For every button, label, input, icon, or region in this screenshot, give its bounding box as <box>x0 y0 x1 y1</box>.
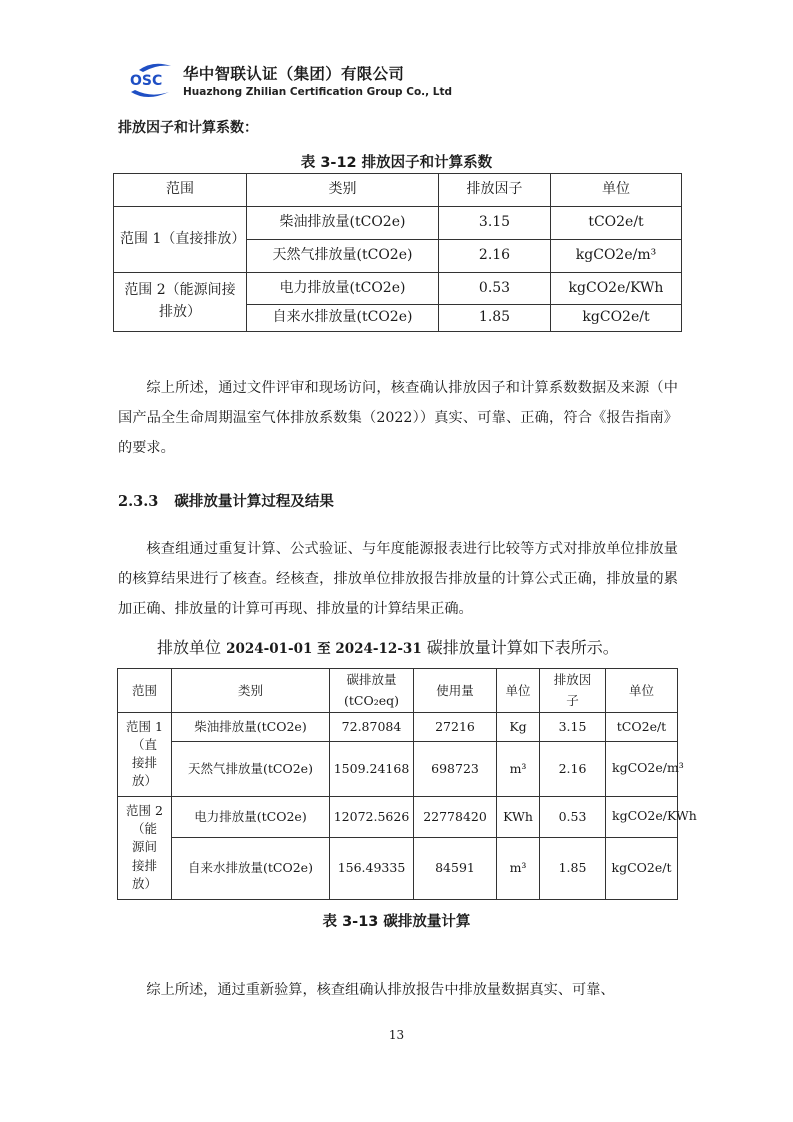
table-row <box>114 273 682 305</box>
section-number: 2.3.3 <box>118 493 159 510</box>
factor-unit-cell: kgCO2e/m³ <box>606 741 678 796</box>
header-cell: 碳排放量(tCO₂eq) <box>330 669 414 713</box>
header-cell: 排放因子 <box>540 669 606 713</box>
paragraph-verification: 核查组通过重复计算、公式验证、与年度能源报表进行比较等方式对排放单位排放量的核算结果进行了核查。经核查，排放单位排放报告排放量的计算公式正确，排放量的累加正确、排放量的计算可再现、排放量的计算结果正确。 <box>118 541 678 617</box>
factor-cell: 3.15 <box>439 207 551 240</box>
usage-unit-cell: m³ <box>497 741 540 796</box>
category-cell: 柴油排放量(tCO2e) <box>247 207 439 240</box>
section-title: 碳排放量计算过程及结果 <box>174 493 334 510</box>
header-cell: 类别 <box>247 174 439 207</box>
emission-cell: 12072.5626 <box>330 796 414 837</box>
period-start: 2024-01-01 <box>226 641 313 657</box>
factor-unit-cell: kgCO2e/KWh <box>606 796 678 837</box>
table1-caption: 表 3-12 排放因子和计算系数 <box>300 155 493 171</box>
factor-cell: 3.15 <box>540 712 606 741</box>
table-header-row <box>118 669 678 713</box>
header-cell: 范围 <box>114 174 247 207</box>
usage-cell: 698723 <box>414 741 497 796</box>
usage-cell: 84591 <box>414 837 497 899</box>
factor-cell: 2.16 <box>439 240 551 273</box>
company-name-cn: 华中智联认证（集团）有限公司 <box>183 65 405 83</box>
page-number: 13 <box>388 1028 405 1042</box>
table2-caption: 表 3-13 碳排放量计算 <box>322 914 471 930</box>
header-cell: 单位 <box>606 669 678 713</box>
factor-unit-cell: kgCO2e/t <box>606 837 678 899</box>
factor-cell: 2.16 <box>540 741 606 796</box>
table-row <box>118 837 678 899</box>
usage-unit-cell: KWh <box>497 796 540 837</box>
factor-cell: 1.85 <box>540 837 606 899</box>
company-name-en: Huazhong Zhilian Certification Group Co., Ltd <box>183 86 453 98</box>
period-to: 至 <box>312 641 336 657</box>
usage-unit-cell: Kg <box>497 712 540 741</box>
factor-unit-cell: tCO2e/t <box>606 712 678 741</box>
period-suffix: 碳排放量计算如下表所示。 <box>421 638 619 657</box>
unit-cell: kgCO2e/m³ <box>551 240 682 273</box>
category-cell: 柴油排放量(tCO2e) <box>172 712 330 741</box>
subheading: 排放因子和计算系数： <box>118 120 258 136</box>
table-row <box>114 207 682 240</box>
scope-cell: 范围 2（能源间接排放） <box>118 796 172 899</box>
scope-cell: 范围 2（能源间接排放） <box>114 273 247 332</box>
factor-cell: 0.53 <box>540 796 606 837</box>
category-cell: 电力排放量(tCO2e) <box>247 273 439 305</box>
scope-cell: 范围 1（直接排放） <box>118 712 172 796</box>
usage-unit-cell: m³ <box>497 837 540 899</box>
emission-cell: 1509.24168 <box>330 741 414 796</box>
category-cell: 电力排放量(tCO2e) <box>172 796 330 837</box>
period-prefix: 排放单位 <box>157 638 227 657</box>
table-row <box>118 712 678 741</box>
header-cell: 单位 <box>497 669 540 713</box>
header-cell: 单位 <box>551 174 682 207</box>
header-cell: 使用量 <box>414 669 497 713</box>
header-cell: 排放因子 <box>439 174 551 207</box>
period-end: 2024-12-31 <box>335 641 422 657</box>
emission-cell: 156.49335 <box>330 837 414 899</box>
company-logo <box>127 58 175 102</box>
paragraph-conclusion: 综上所述，通过重新验算，核查组确认排放报告中排放量数据真实、可靠、 <box>146 982 615 998</box>
factor-cell: 0.53 <box>439 273 551 305</box>
header-cell: 范围 <box>118 669 172 713</box>
paragraph-summary-factors: 综上所述，通过文件评审和现场访问，核查确认排放因子和计算系数数据及来源（中国产品全生命周期温室气体排放系数集（2022））真实、可靠、正确，符合《报告指南》的要求。 <box>118 380 678 456</box>
section-heading <box>118 490 334 511</box>
usage-cell: 22778420 <box>414 796 497 837</box>
scope-cell: 范围 1（直接排放） <box>114 207 247 273</box>
header-cell: 类别 <box>172 669 330 713</box>
logo-text: OSC <box>130 73 163 89</box>
unit-cell: kgCO2e/KWh <box>551 273 682 305</box>
table-row <box>118 741 678 796</box>
period-line <box>157 635 619 658</box>
category-cell: 自来水排放量(tCO2e) <box>172 837 330 899</box>
osc-logo-icon <box>127 58 175 102</box>
emission-cell: 72.87084 <box>330 712 414 741</box>
usage-cell: 27216 <box>414 712 497 741</box>
category-cell: 天然气排放量(tCO2e) <box>247 240 439 273</box>
table-header-row <box>114 174 682 207</box>
emission-factor-table <box>113 173 682 332</box>
category-cell: 自来水排放量(tCO2e) <box>247 305 439 332</box>
category-cell: 天然气排放量(tCO2e) <box>172 741 330 796</box>
factor-cell: 1.85 <box>439 305 551 332</box>
unit-cell: kgCO2e/t <box>551 305 682 332</box>
carbon-emission-table <box>117 668 697 900</box>
table-row <box>118 796 678 837</box>
unit-cell: tCO2e/t <box>551 207 682 240</box>
